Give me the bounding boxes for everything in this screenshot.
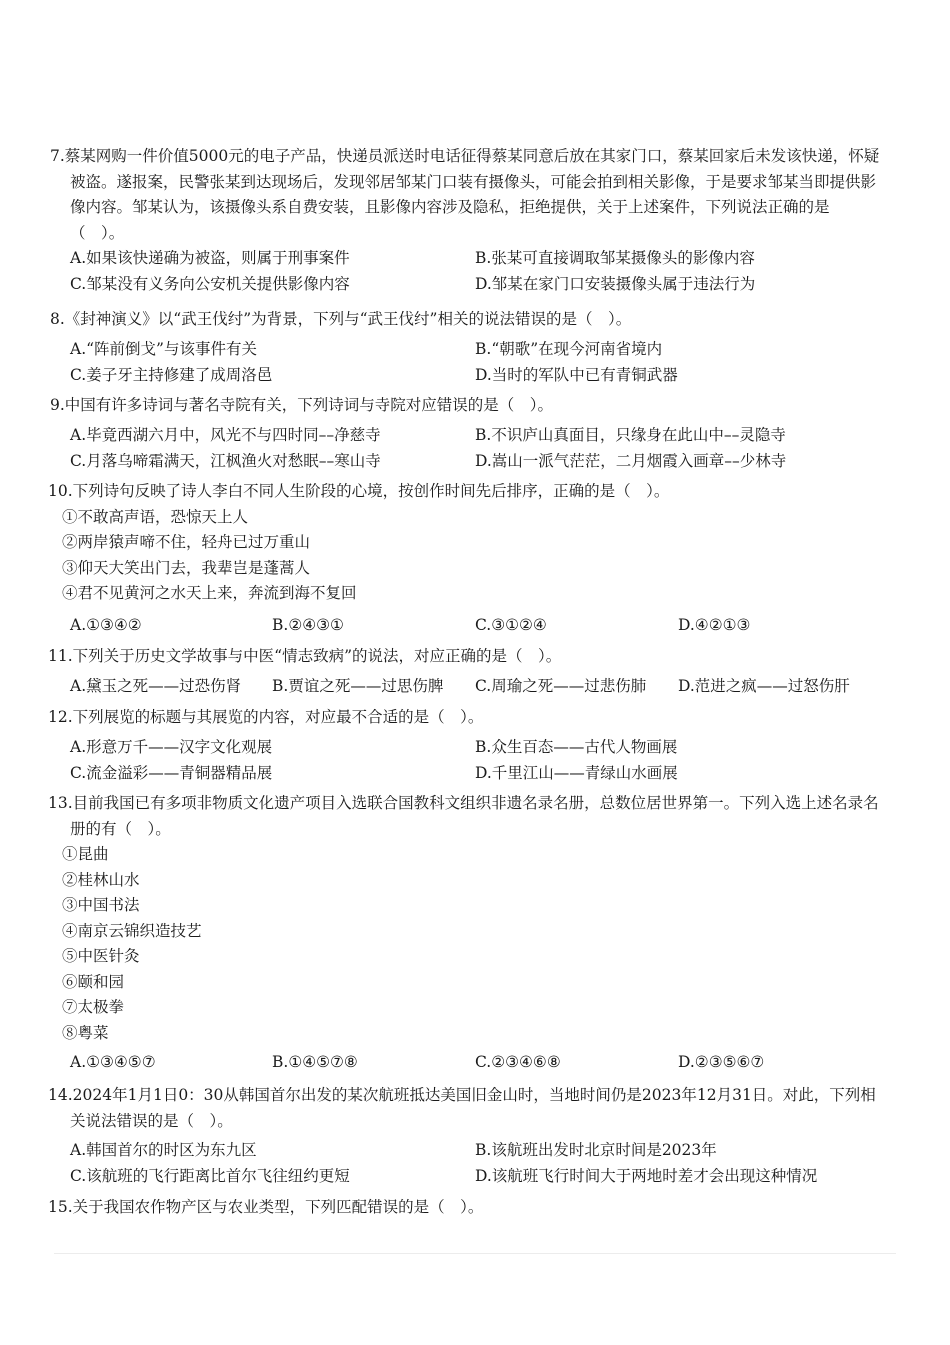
question-9-option-c[interactable]: C.月落乌啼霜满天，江枫渔火对愁眠––寒山寺 xyxy=(70,451,381,470)
question-13-item-1: ①昆曲 xyxy=(62,845,109,863)
question-11-option-c[interactable]: C.周瑜之死——过悲伤肺 xyxy=(475,676,647,695)
question-13-option-d[interactable]: D.②③⑤⑥⑦ xyxy=(678,1053,765,1071)
question-9-option-d[interactable]: D.嵩山一派气茫茫，二月烟霞入画章––少林寺 xyxy=(475,451,787,470)
question-7-options-row-2 xyxy=(50,272,880,298)
question-10 xyxy=(50,479,880,639)
question-11-option-a[interactable]: A.黛玉之死——过恐伤肾 xyxy=(70,676,242,695)
question-12-option-c[interactable]: C.流金溢彩——青铜器精品展 xyxy=(70,763,273,782)
question-9-options-row-2 xyxy=(50,449,880,475)
question-11-stem: 11.下列关于历史文学故事与中医“情志致病”的说法，对应正确的是（ ）。 xyxy=(48,647,562,665)
question-14-option-d[interactable]: D.该航班飞行时间大于两地时差才会出现这种情况 xyxy=(475,1167,818,1185)
question-15-stem: 15.关于我国农作物产区与农业类型，下列匹配错误的是（ ）。 xyxy=(48,1198,484,1216)
question-14 xyxy=(50,1083,880,1190)
question-14-stem: 14.2024年1月1日0：30从韩国首尔出发的某次航班抵达美国旧金山时，当地时间仍是2023年12月31日。对此，下列相关说法错误的是（ ）。 xyxy=(48,1086,876,1130)
question-12-option-d[interactable]: D.千里江山——青绿山水画展 xyxy=(475,763,678,782)
question-7-stem: 7.蔡某网购一件价值5000元的电子产品，快递员派送时电话征得蔡某同意后放在其家门口，蔡某回家后未发该快递，怀疑被盗。遂报案，民警张某到达现场后，发现邻居邹某门口装有摄像头，可能会拍到相关影像，于是要求邹某当即提供影像内容。邹某认为，该摄像头系自费安装，且影像内容涉及隐私，拒绝提供，关于上述案件，下列说法正确的是（ ）。 xyxy=(50,147,880,242)
question-10-item-4: ④君不见黄河之水天上来，奔流到海不复回 xyxy=(62,584,357,602)
question-11-options xyxy=(50,674,880,700)
question-8-option-a[interactable]: A.“阵前倒戈”与该事件有关 xyxy=(70,339,257,358)
question-12-option-a[interactable]: A.形意万千——汉字文化观展 xyxy=(70,737,273,756)
question-7-option-a[interactable]: A.如果该快递确为被盗，则属于刑事案件 xyxy=(70,249,350,267)
question-9 xyxy=(50,393,880,475)
question-10-options xyxy=(50,613,880,639)
question-15 xyxy=(50,1195,880,1221)
question-14-option-a[interactable]: A.韩国首尔的时区为东九区 xyxy=(70,1141,257,1159)
question-10-option-a[interactable]: A.①③④② xyxy=(70,615,142,634)
question-8-option-b[interactable]: B.“朝歌”在现今河南省境内 xyxy=(475,339,663,358)
question-13-stem: 13.目前我国已有多项非物质文化遗产项目入选联合国教科文组织非遗名录名册，总数位居世界第一。下列入选上述名录名册的有（ ）。 xyxy=(48,794,879,838)
question-13-item-7: ⑦太极拳 xyxy=(62,998,125,1016)
question-12-option-b[interactable]: B.众生百态——古代人物画展 xyxy=(475,737,678,756)
question-13-item-2: ②桂林山水 xyxy=(62,870,140,889)
question-13-item-4: ④南京云锦织造技艺 xyxy=(62,921,202,940)
question-8-options-row-1 xyxy=(50,337,880,363)
question-14-options-row-2 xyxy=(50,1164,880,1190)
question-13-option-a[interactable]: A.①③④⑤⑦ xyxy=(70,1053,156,1071)
question-13-option-c[interactable]: C.②③④⑥⑧ xyxy=(475,1053,561,1071)
question-12-options-row-2 xyxy=(50,761,880,787)
question-13-item-6: ⑥颐和园 xyxy=(62,972,125,991)
question-8-stem: 8.《封神演义》以“武王伐纣”为背景，下列与“武王伐纣”相关的说法错误的是（ ）。 xyxy=(50,310,632,328)
question-7-option-d[interactable]: D.邹某在家门口安装摄像头属于违法行为 xyxy=(475,275,756,293)
question-13-options xyxy=(50,1050,880,1076)
question-9-stem: 9.中国有许多诗词与著名寺院有关，下列诗词与寺院对应错误的是（ ）。 xyxy=(50,396,554,414)
question-10-stem: 10.下列诗句反映了诗人李白不同人生阶段的心境，按创作时间先后排序，正确的是（ ）。 xyxy=(48,482,670,500)
question-12 xyxy=(50,705,880,787)
question-13-item-3: ③中国书法 xyxy=(62,896,140,914)
question-10-option-b[interactable]: B.②④③① xyxy=(272,615,344,634)
question-10-item-2: ②两岸猿声啼不住，轻舟已过万重山 xyxy=(62,533,311,551)
question-10-item-3: ③仰天大笑出门去，我辈岂是蓬蒿人 xyxy=(62,558,311,577)
question-7 xyxy=(50,144,880,298)
question-12-options-row-1 xyxy=(50,735,880,761)
question-8-option-d[interactable]: D.当时的军队中已有青铜武器 xyxy=(475,365,678,384)
question-9-option-b[interactable]: B.不识庐山真面目，只缘身在此山中––灵隐寺 xyxy=(475,425,786,444)
question-13-item-8: ⑧粤菜 xyxy=(62,1023,109,1042)
question-14-options-row-1 xyxy=(50,1138,880,1164)
question-11-option-b[interactable]: B.贾谊之死——过思伤脾 xyxy=(272,676,444,695)
question-10-option-c[interactable]: C.③①②④ xyxy=(475,615,547,634)
question-13-item-5: ⑤中医针灸 xyxy=(62,947,140,965)
question-7-options-row-1 xyxy=(50,246,880,272)
question-14-option-b[interactable]: B.该航班出发时北京时间是2023年 xyxy=(475,1141,717,1159)
question-11-option-d[interactable]: D.范进之疯——过怒伤肝 xyxy=(678,676,850,695)
question-8 xyxy=(50,307,880,389)
question-8-options-row-2 xyxy=(50,363,880,389)
page-divider xyxy=(54,1253,896,1254)
question-11 xyxy=(50,644,880,700)
question-10-item-1: ①不敢高声语，恐惊天上人 xyxy=(62,507,249,526)
question-10-option-d[interactable]: D.④②①③ xyxy=(678,615,751,634)
question-14-option-c[interactable]: C.该航班的飞行距离比首尔飞往纽约更短 xyxy=(70,1167,350,1185)
question-13-option-b[interactable]: B.①④⑤⑦⑧ xyxy=(272,1053,358,1071)
question-8-option-c[interactable]: C.姜子牙主持修建了成周洛邑 xyxy=(70,365,273,384)
question-12-stem: 12.下列展览的标题与其展览的内容，对应最不合适的是（ ）。 xyxy=(48,708,484,726)
question-9-option-a[interactable]: A.毕竟西湖六月中，风光不与四时同––净慈寺 xyxy=(70,425,381,444)
question-7-option-c[interactable]: C.邹某没有义务向公安机关提供影像内容 xyxy=(70,275,350,293)
question-7-option-b[interactable]: B.张某可直接调取邹某摄像头的影像内容 xyxy=(475,249,755,267)
question-13 xyxy=(50,791,880,1076)
question-9-options-row-1 xyxy=(50,423,880,449)
